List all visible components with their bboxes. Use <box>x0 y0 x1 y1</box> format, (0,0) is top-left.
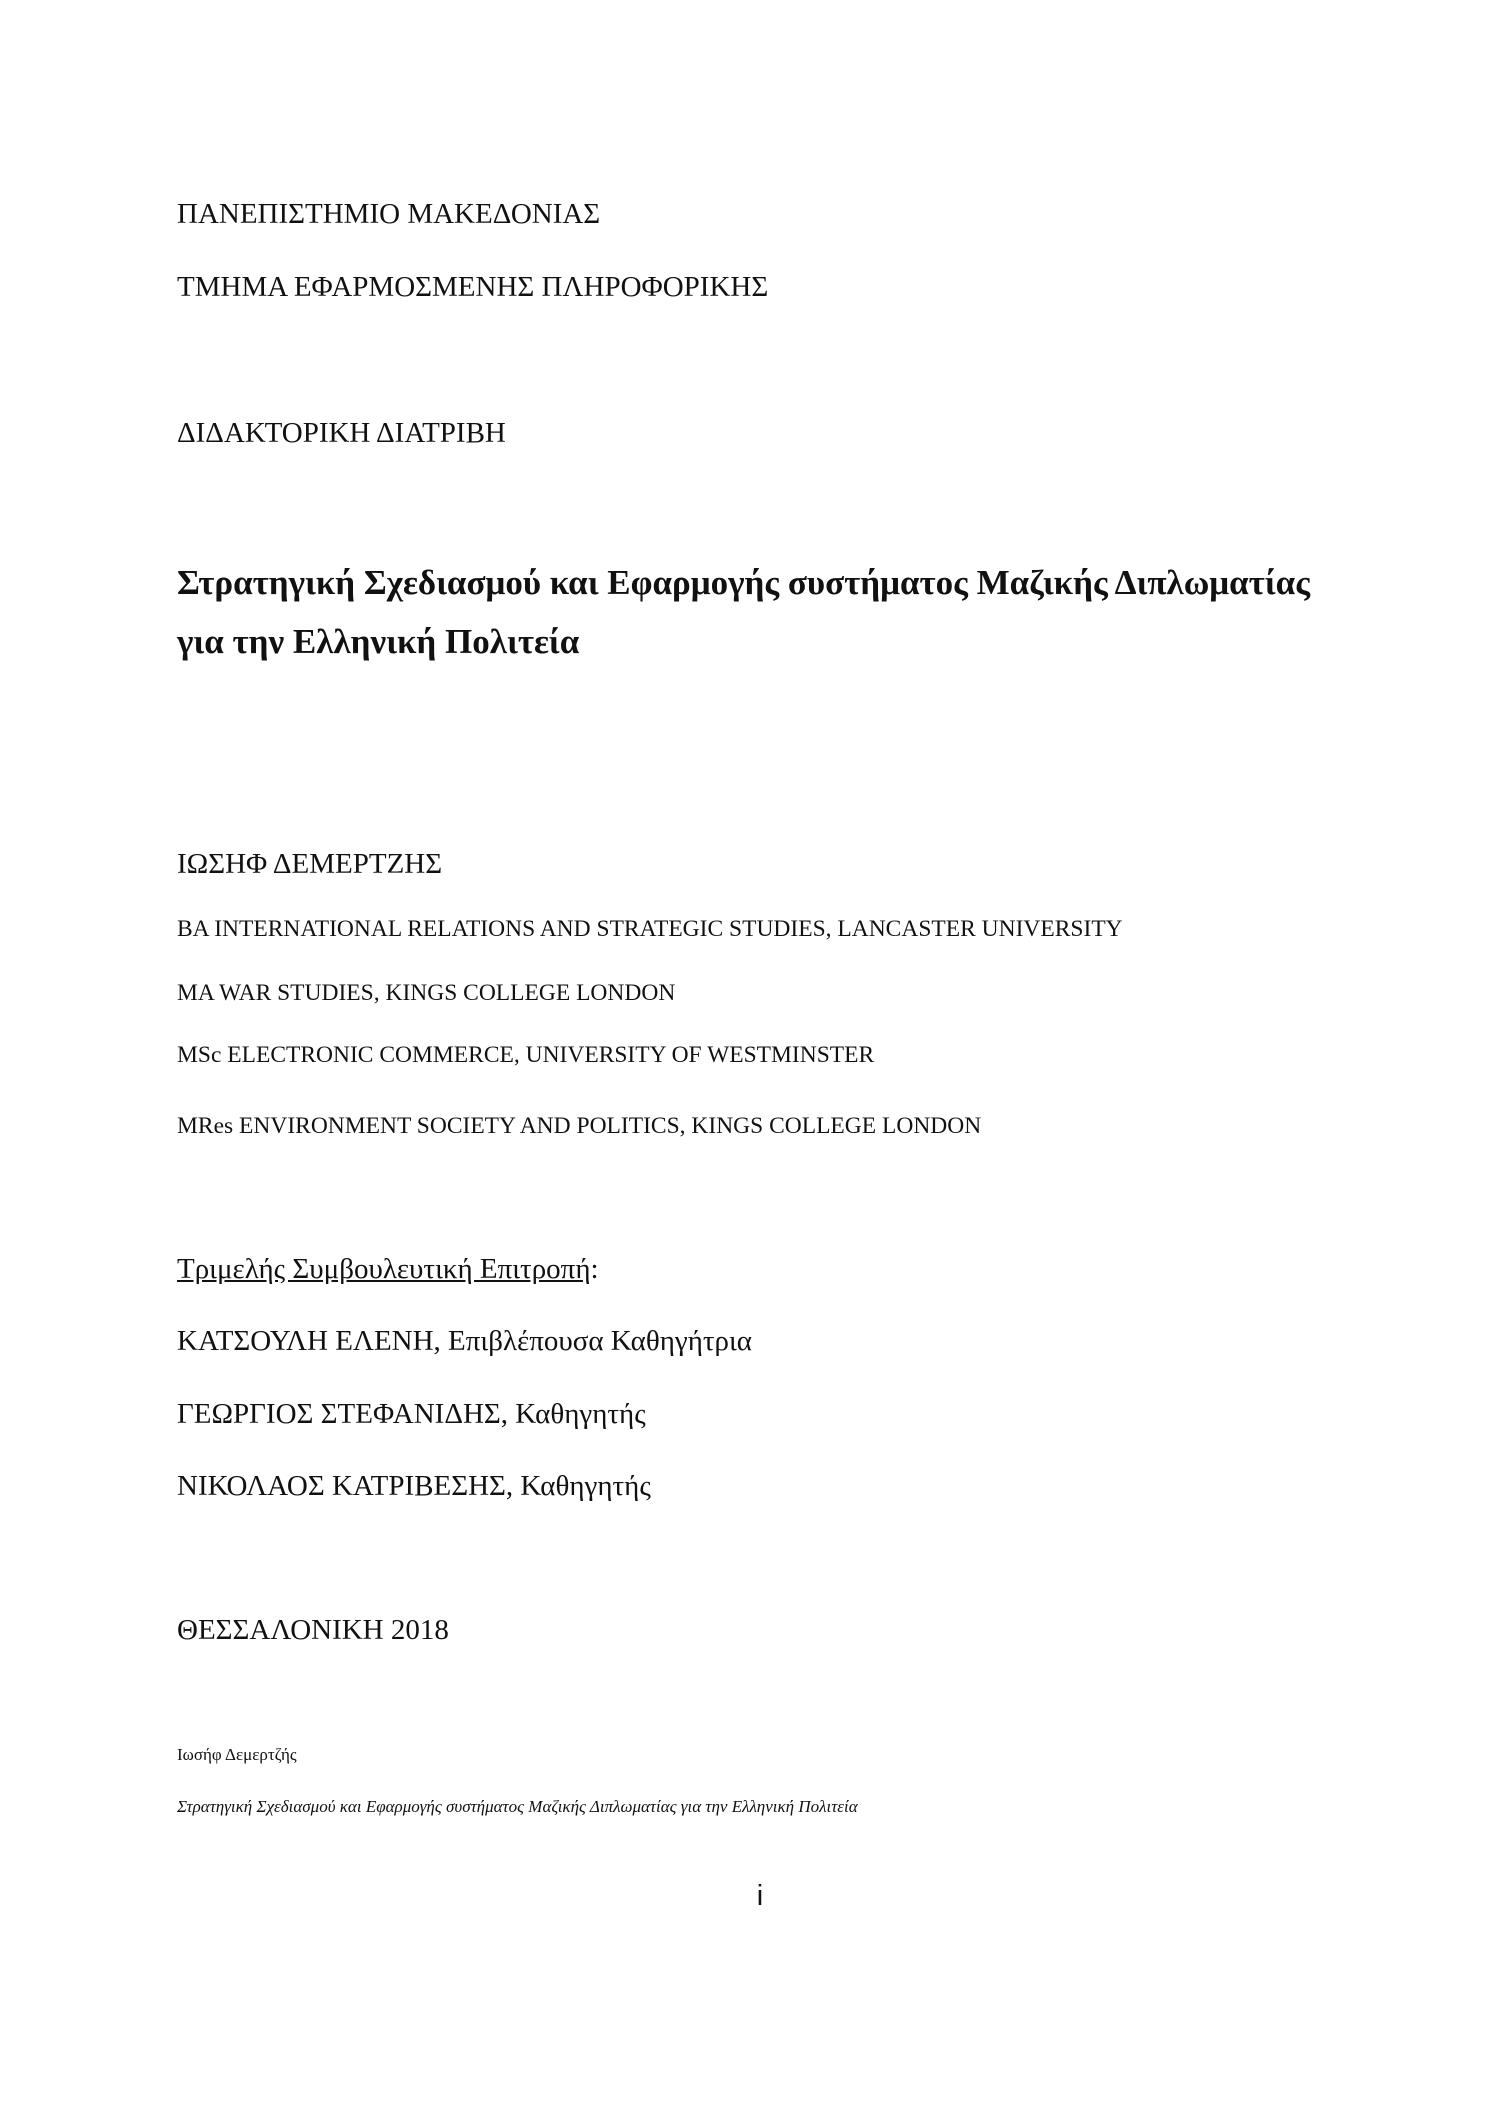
committee-heading <box>177 1253 599 1286</box>
footer-title: Στρατηγική Σχεδιασμού και Εφαρμογής συστήματος Μαζικής Διπλωματίας για την Ελληνική Πολιτεία <box>177 1797 858 1816</box>
footer-author: Ιωσήφ Δεμερτζής <box>177 1745 297 1764</box>
committee-member: ΚΑΤΣΟΥΛΗ ΕΛΕΝΗ, Επιβλέπουσα Καθηγήτρια <box>177 1325 752 1357</box>
university-name: ΠΑΝΕΠΙΣΤΗΜΙΟ ΜΑΚΕΔΟΝΙΑΣ <box>177 198 601 230</box>
committee-member: ΓΕΩΡΓΙΟΣ ΣΤΕΦΑΝΙΔΗΣ, Καθηγητής <box>177 1398 646 1430</box>
committee-member: ΝΙΚΟΛΑΟΣ ΚΑΤΡΙΒΕΣΗΣ, Καθηγητής <box>177 1470 651 1502</box>
thesis-title-line-2: για την Ελληνική Πολιτεία <box>177 622 580 661</box>
committee-heading-colon: : <box>590 1253 599 1285</box>
place-and-year: ΘΕΣΣΑΛΟΝΙΚΗ 2018 <box>177 1614 449 1646</box>
author-degree: BA INTERNATIONAL RELATIONS AND STRATEGIC STUDIES, LANCASTER UNIVERSITY <box>177 916 1123 942</box>
author-name: ΙΩΣΗΦ ΔΕΜΕΡΤΖΗΣ <box>177 848 443 880</box>
author-degree: MRes ENVIRONMENT SOCIETY AND POLITICS, KINGS COLLEGE LONDON <box>177 1113 982 1139</box>
committee-heading-text: Τριμελής Συμβουλευτική Επιτροπή <box>177 1253 591 1285</box>
author-degree: MA WAR STUDIES, KINGS COLLEGE LONDON <box>177 980 676 1006</box>
document-type: ΔΙΔΑΚΤΟΡΙΚΗ ΔΙΑΤΡΙΒΗ <box>177 417 506 449</box>
page-number: i <box>756 1880 764 1912</box>
author-degree: MSc ELECTRONIC COMMERCE, UNIVERSITY OF WESTMINSTER <box>177 1042 875 1068</box>
department-name: ΤΜΗΜΑ ΕΦΑΡΜΟΣΜΕΝΗΣ ΠΛΗΡΟΦΟΡΙΚΗΣ <box>177 271 769 303</box>
thesis-title-line-1: Στρατηγική Σχεδιασμού και Εφαρμογής συστήματος Μαζικής Διπλωματίας <box>177 563 1310 602</box>
